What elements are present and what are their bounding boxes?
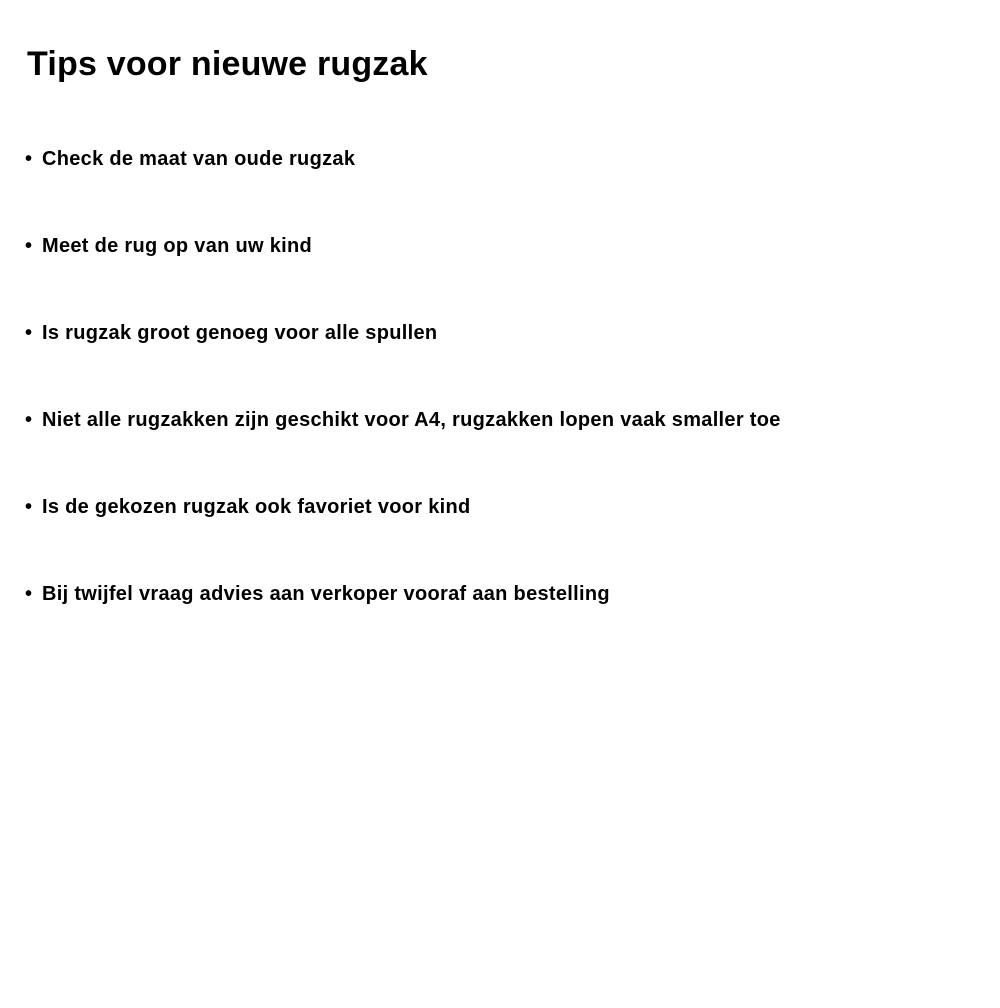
list-item xyxy=(27,408,970,433)
tip-text: Is de gekozen rugzak ook favoriet voor kind xyxy=(42,496,471,518)
list-item xyxy=(27,147,970,172)
tips-list xyxy=(27,147,970,607)
bullet-icon: • xyxy=(25,235,33,257)
list-item xyxy=(27,234,970,259)
bullet-icon: • xyxy=(25,409,33,431)
tip-text: Meet de rug op van uw kind xyxy=(42,235,313,257)
list-item xyxy=(27,495,970,520)
bullet-icon: • xyxy=(25,496,33,518)
tip-text: Check de maat van oude rugzak xyxy=(42,148,356,170)
page-title: Tips voor nieuwe rugzak xyxy=(27,45,428,83)
tip-text: Bij twijfel vraag advies aan verkoper vooraf aan bestelling xyxy=(42,583,610,605)
tip-text: Niet alle rugzakken zijn geschikt voor A4, rugzakken lopen vaak smaller toe xyxy=(42,409,781,431)
bullet-icon: • xyxy=(25,583,33,605)
tip-text: Is rugzak groot genoeg voor alle spullen xyxy=(42,322,438,344)
bullet-icon: • xyxy=(25,148,33,170)
bullet-icon: • xyxy=(25,322,33,344)
list-item xyxy=(27,321,970,346)
list-item xyxy=(27,582,970,607)
